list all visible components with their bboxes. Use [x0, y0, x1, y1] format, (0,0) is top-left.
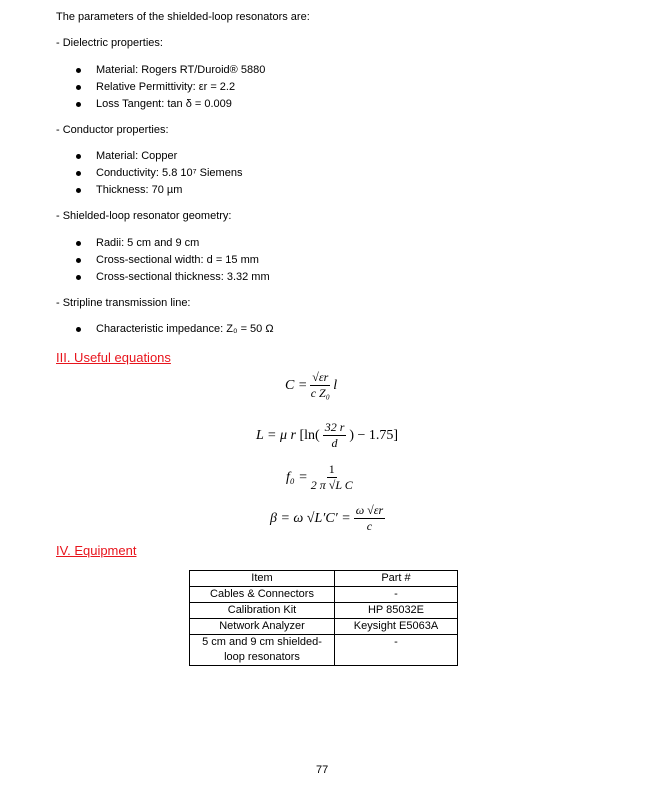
table-row: [190, 587, 458, 603]
header-part: Part #: [335, 571, 458, 587]
section-title: - Stripline transmission line:: [56, 297, 191, 309]
table-row: [190, 619, 458, 635]
cell: Cables & Connectors: [190, 587, 335, 603]
intro-text: The parameters of the shielded-loop resonators are:: [56, 11, 310, 23]
cell: Calibration Kit: [190, 603, 335, 619]
header-item: Item: [190, 571, 335, 587]
table-row: [190, 635, 458, 666]
cell: -: [335, 635, 458, 666]
table-row: [190, 603, 458, 619]
section-title: - Dielectric properties:: [56, 37, 163, 49]
cell: 5 cm and 9 cm shielded-loop resonators: [190, 635, 335, 666]
cell: HP 85032E: [335, 603, 458, 619]
cell: Network Analyzer: [190, 619, 335, 635]
cell: Keysight E5063A: [335, 619, 458, 635]
equation-propagation-constant: β = ω √L′C′ = $\frac{\omega √\varepsilon r}{c}$: [270, 503, 384, 533]
heading-equipment: IV. Equipment: [56, 543, 137, 558]
section-title: - Conductor properties:: [56, 124, 169, 136]
equation-capacitance: C = $\frac{√\varepsilon r}{\text{c Z₀}}$ l: [285, 370, 338, 400]
heading-useful-equations: III. Useful equations: [56, 350, 171, 365]
section-title: - Shielded-loop resonator geometry:: [56, 210, 232, 222]
table-header-row: [190, 571, 458, 587]
equation-inductance: L = μ r [ln( $\frac{32 r}{d}$ ) − 1.75]: [256, 420, 399, 450]
equation-resonant-frequency: f₀ = $\frac{1}{\text{2 π √L C}}$: [286, 462, 353, 492]
document-page: The parameters of the shielded-loop resonators are: - Dielectric properties: Material: Rogers RT/Duroid® 5880 Relative Permittivity: εr = 2.2 Loss Tangent: tan δ = 0.009 - Conductor properties: Material: Copper Conductivity: 5.8 10⁷ Siemens Thickness: 70 µm - Shielded-loop resonator geometry: Radii: 5 cm and 9 cm Cross-sectional width: d = 15 mm Cross-sectional thickness: 3.32 mm - Stripline transmission line: Characteristic impedance: Z₀ = 50 Ω III. Useful equations C = $\frac{√\varepsilon r}{\text{c Z₀}}$ l L = μ r [ln( $\frac{32 r}{d}$ ) − 1.75] f₀ = $\frac{1}{\text{2 π √L C}}$ β = ω √L′C′ = $\frac{\omega √\varepsilon r}{c}$ IV. Equipment Item Part # Cables & Connectors - Calibration Kit HP 85032E Network Analyzer Keysight E5063A 5 cm and 9 cm shielded-loop resonators - 77: [0, 0, 646, 804]
equipment-table: [189, 570, 458, 666]
cell: -: [335, 587, 458, 603]
page-number: 77: [316, 764, 329, 776]
